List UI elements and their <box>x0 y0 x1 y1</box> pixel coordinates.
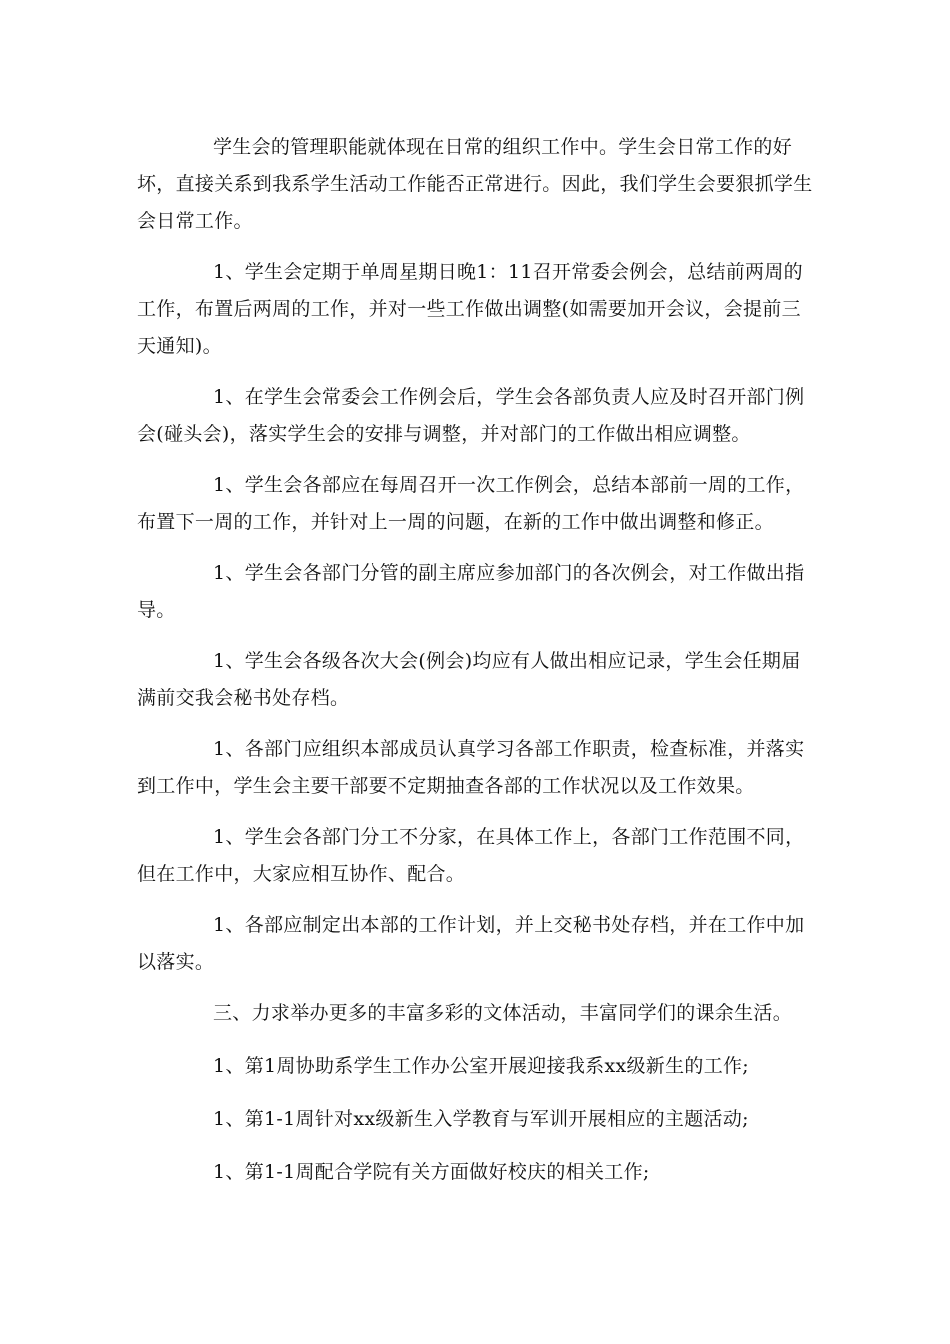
list-item-freshmen: 1、第1周协助系学生工作办公室开展迎接我系xx级新生的工作; <box>213 1055 750 1077</box>
paragraph-regular-meeting: 1、学生会定期于单周星期日晚1：11召开常委会例会，总结前两周的工作，布置后两周的工作，并对一些工作做出调整(如需要加开会议，会提前三天通知)。 <box>137 261 803 357</box>
paragraph-cooperation: 1、学生会各部门分工不分家，在具体工作上，各部门工作范围不同，但在工作中，大家应相互协作、配合。 <box>137 826 805 885</box>
list-item-anniversary: 1、第1-1周配合学院有关方面做好校庆的相关工作; <box>213 1161 650 1183</box>
paragraph-intro: 学生会的管理职能就体现在日常的组织工作中。学生会日常工作的好坏，直接关系到我系学生活动工作能否正常进行。因此，我们学生会要狠抓学生会日常工作。 <box>137 136 813 232</box>
paragraph-vice-chair-guidance: 1、学生会各部门分管的副主席应参加部门的各次例会，对工作做出指导。 <box>137 562 805 621</box>
paragraph-duty-study: 1、各部门应组织本部成员认真学习各部工作职责，检查标准，并落实到工作中，学生会主要干部要不定期抽查各部的工作状况以及工作效果。 <box>137 738 805 797</box>
section-heading-activities: 三、力求举办更多的丰富多彩的文体活动，丰富同学们的课余生活。 <box>213 1002 793 1024</box>
paragraph-weekly-meeting: 1、学生会各部应在每周召开一次工作例会，总结本部前一周的工作，布置下一周的工作，并针对上一周的问题，在新的工作中做出调整和修正。 <box>137 474 805 533</box>
document-body <box>137 129 813 1207</box>
paragraph-department-meeting: 1、在学生会常委会工作例会后，学生会各部负责人应及时召开部门例会(碰头会)，落实学生会的安排与调整，并对部门的工作做出相应调整。 <box>137 386 805 445</box>
paragraph-work-plan: 1、各部应制定出本部的工作计划，并上交秘书处存档，并在工作中加以落实。 <box>137 914 805 973</box>
paragraph-meeting-records: 1、学生会各级各次大会(例会)均应有人做出相应记录，学生会任期届满前交我会秘书处存档。 <box>137 650 801 709</box>
list-item-military-training: 1、第1-1周针对xx级新生入学教育与军训开展相应的主题活动; <box>213 1108 749 1130</box>
